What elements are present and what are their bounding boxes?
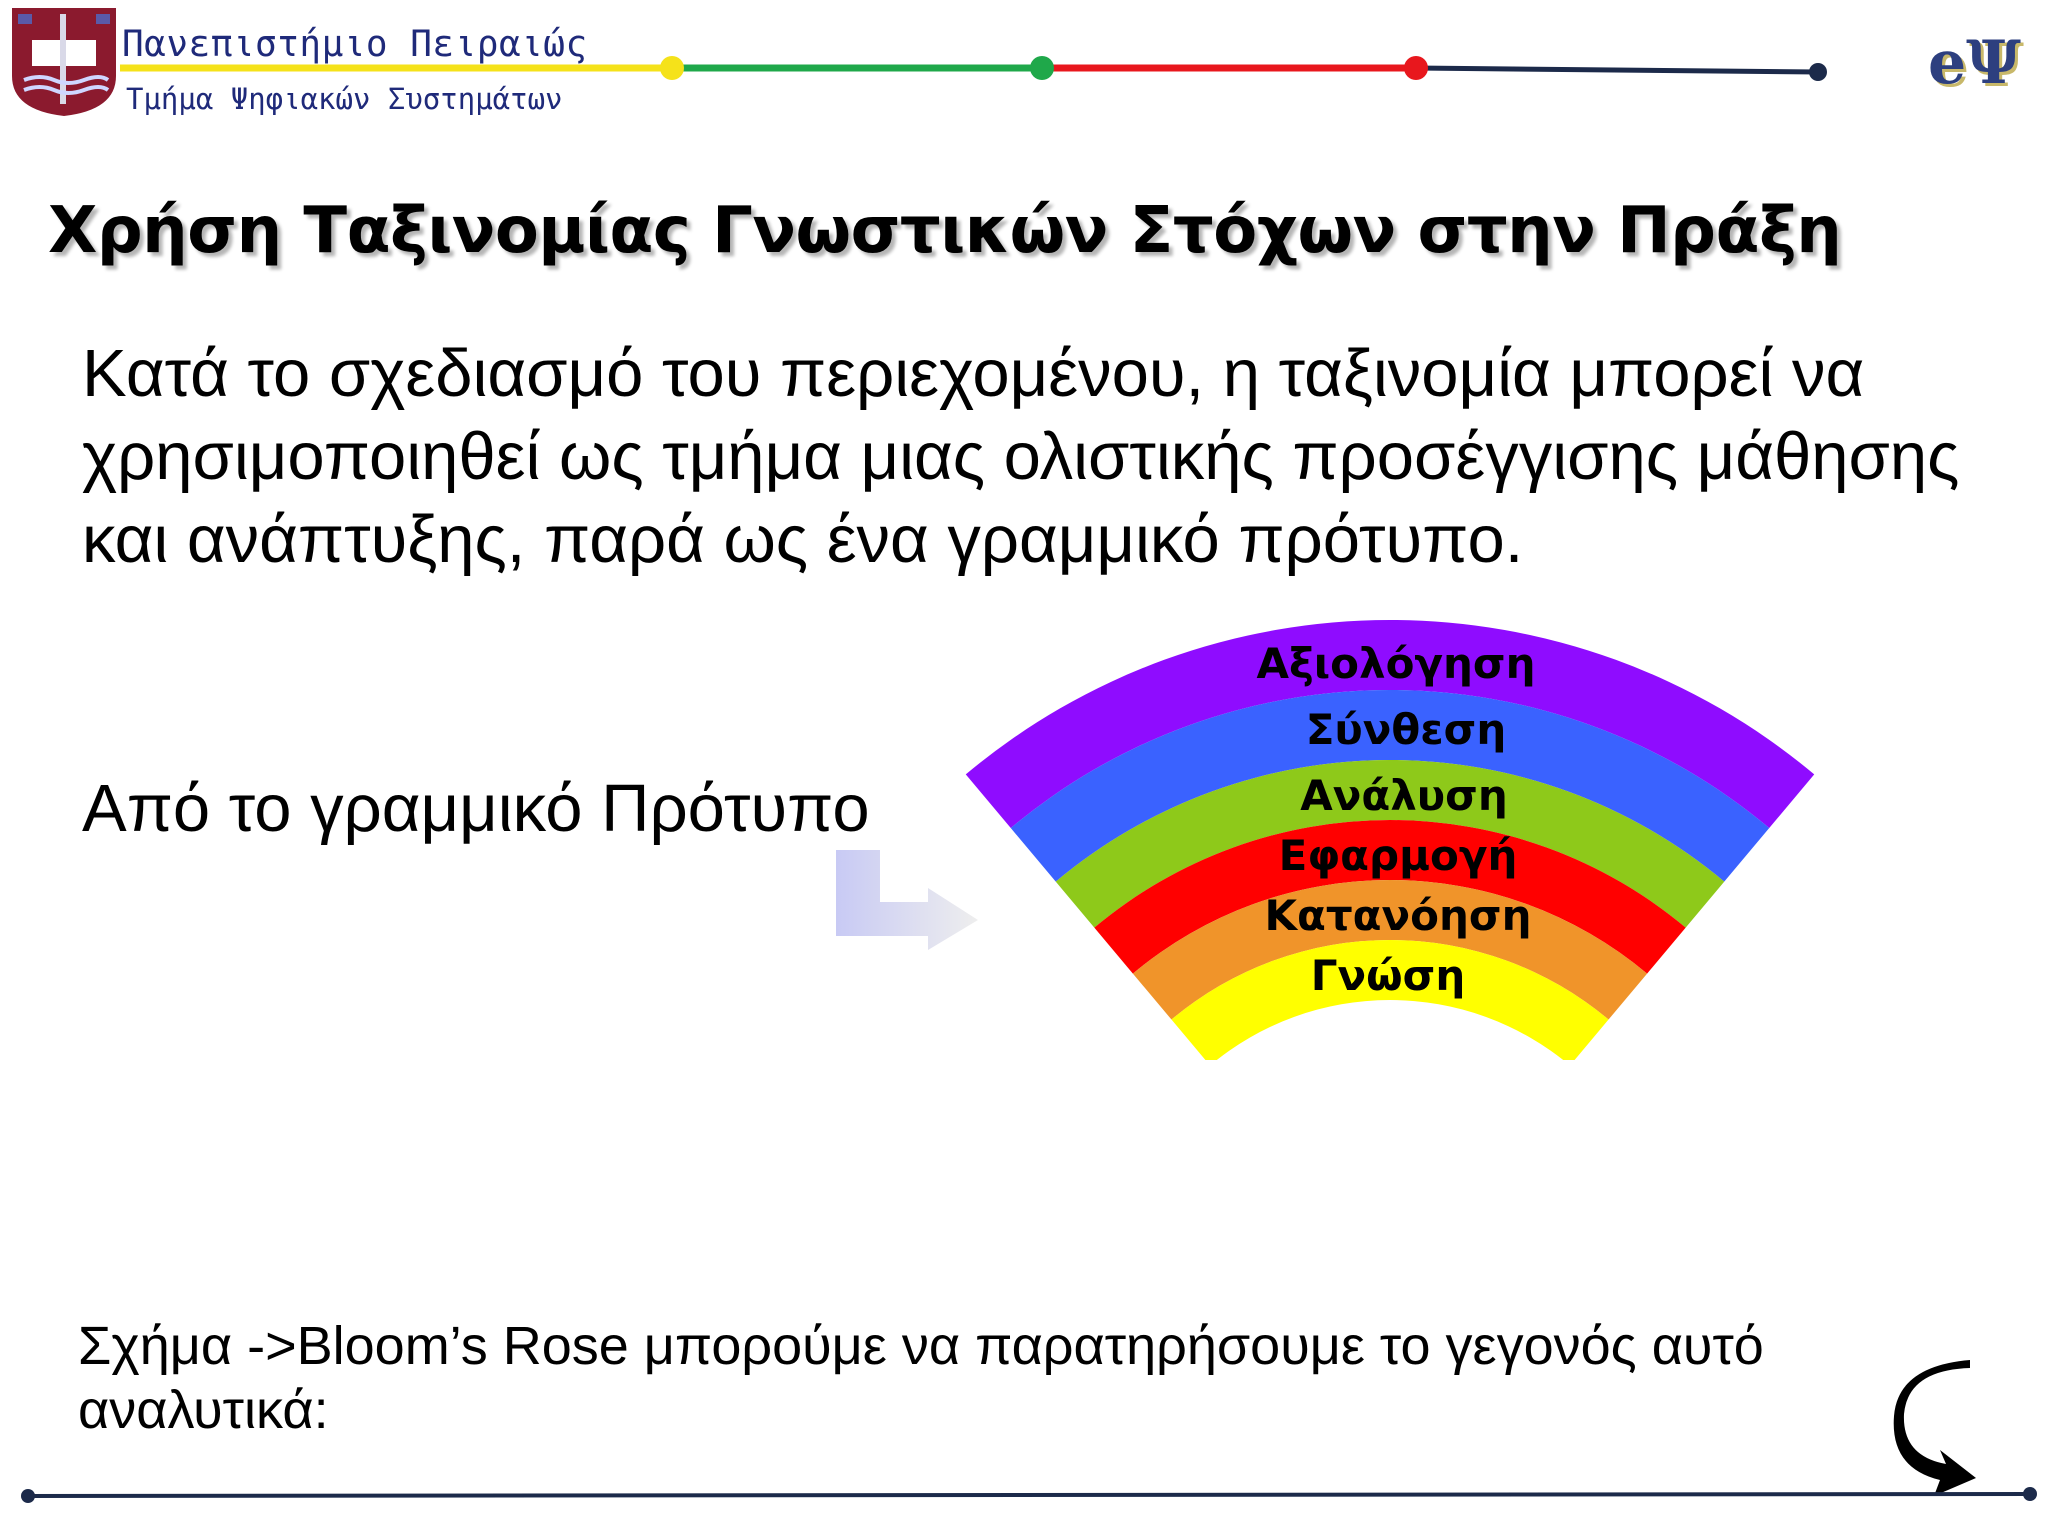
bottom-caption: Σχήμα ->Bloom’s Rose μπορούμε να παρατηρήσουμε το γεγονός αυτό αναλυτικά:: [78, 1316, 1764, 1440]
header-color-line: [0, 40, 1900, 100]
linear-model-label: Από το γραμμικό Πρότυπο: [82, 771, 870, 846]
footer-line: [0, 1486, 2048, 1506]
bloom-level-label: Αξιολόγηση: [1256, 639, 1536, 688]
department-name: Τμήμα Ψηφιακών Συστημάτων: [126, 82, 563, 116]
curved-return-arrow-icon[interactable]: [1890, 1360, 2000, 1500]
bloom-level-label: Γνώση: [1310, 951, 1466, 1000]
bloom-level-label: Κατανόηση: [1264, 891, 1532, 940]
slide-title: Χρήση Ταξινομίας Γνωστικών Στόχων στην Πράξη: [48, 194, 1842, 268]
intro-paragraph: Κατά το σχεδιασμό του περιεχομένου, η ταξινομία μπορεί να χρησιμοποιηθεί ως τμήμα μιας ολιστικής προσέγγισης μάθησης και ανάπτυξης, παρά ως ένα γραμμικό πρότυπο.: [82, 336, 1960, 577]
university-name: Πανεπιστήμιο Πειραιώς: [122, 24, 588, 65]
bloom-level-label: Σύνθεση: [1305, 705, 1507, 754]
department-logo-text: eΨ: [1928, 28, 2021, 98]
bloom-level-label: Εφαρμογή: [1278, 831, 1518, 880]
blooms-rose-diagram: [960, 620, 1820, 1060]
bloom-level-label: Ανάλυση: [1300, 771, 1508, 820]
